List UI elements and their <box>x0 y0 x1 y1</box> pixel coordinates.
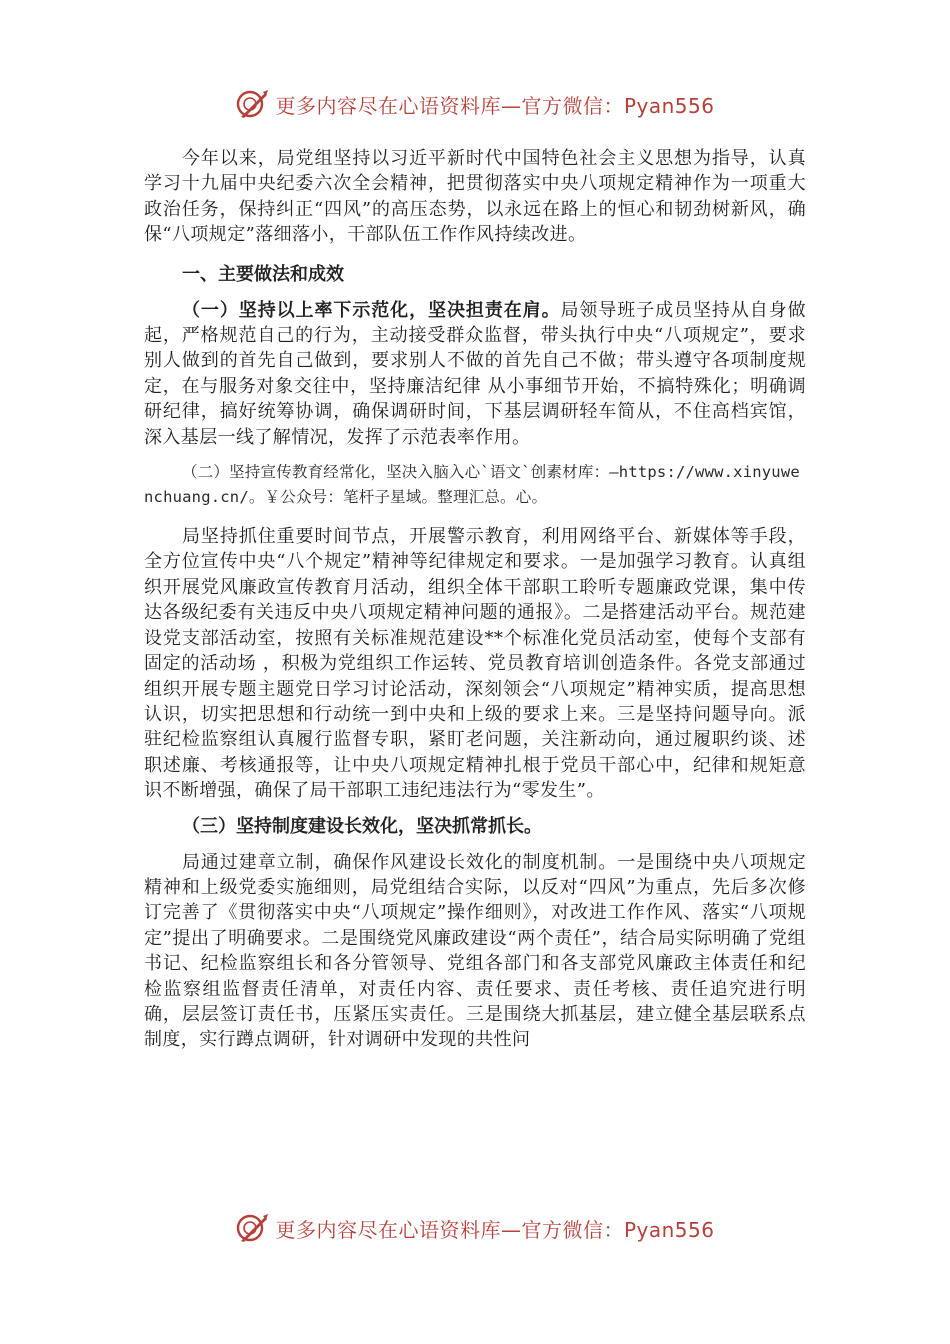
section-heading: 一、主要做法和成效 <box>182 263 344 285</box>
subsection-1-title: （一）坚持以上率下示范化，坚决担责在肩。 <box>182 299 561 321</box>
header-banner <box>0 84 950 124</box>
pen-logo-icon <box>235 1211 269 1245</box>
subsection-2-title: （二）坚持宣传教育经常化，坚决入脑入心`语文`创素材库：—https://www.xinyuwenchuang.cn/。￥公众号：笔杆子星域。整理汇总。心。 <box>144 463 800 507</box>
document-body <box>144 146 806 1053</box>
pen-logo-icon <box>235 87 269 121</box>
intro-paragraph: 今年以来，局党组坚持以习近平新时代中国特色社会主义思想为指导，认真学习十九届中央纪委六次全会精神，把贯彻落实中央八项规定精神作为一项重大政治任务，保持纠正“四风”的高压态势，以永远在路上的恒心和韧劲树新风，确保“八项规定”落细落小，干部队伍工作作风持续改进。 <box>144 148 806 246</box>
banner-text: 更多内容尽在心语资料库—官方微信：Pyan556 <box>275 1217 715 1242</box>
subsection-1 <box>144 298 806 450</box>
subsection-2-body: 局坚持抓住重要时间节点，开展警示教育，利用网络平台、新媒体等手段，全方位宣传中央“八个规定”精神等纪律规定和要求。一是加强学习教育。认真组织开展党风廉政宣传教育月活动，组织全体干部职工聆听专题廉政党课，集中传达各级纪委有关违反中央八项规定精神问题的通报》。二是搭建活动平台。规范建设党支部活动室，按照有关标准规范建设**个标准化党员活动室，使每个支部有固定的活动场 ，积极为党组织工作运转、党员教育培训创造条件。各党支部通过组织开展专题主题党日学习讨论活动，深刻领会“八项规定”精神实质，提高思想认识，切实把思想和行动统一到中央和上级的要求上来。三是坚持问题导向。派驻纪检监察组认真履行监督专职，紧盯老问题，关注新动向，通过履职约谈、述职述廉、考核通报等，让中央八项规定精神扎根于党员干部心中，纪律和规矩意识不断增强，确保了局干部职工违纪违法行为“零发生”。 <box>144 526 806 802</box>
subsection-1-body: 局领导班子成员坚持从自身做起，严格规范自己的行为，主动接受群众监督，带头执行中央“八项规定”，要求别人做到的首先自己做到，要求别人不做的首先自己不做；带头遵守各项制度规定，在与服务对象交往中，坚持廉洁纪律 从小事细节开始，不搞特殊化；明确调研纪律，搞好统筹协调，确保调研时间，下基层调研轻车简从，不住高档宾馆，深入基层一线了解情况，发挥了示范表率作用。 <box>144 299 806 448</box>
subsection-3-title: （三）坚持制度建设长效化，坚决抓常抓长。 <box>182 815 542 837</box>
banner-text: 更多内容尽在心语资料库—官方微信：Pyan556 <box>275 93 715 118</box>
subsection-3-body: 局通过建章立制，确保作风建设长效化的制度机制。一是围绕中央八项规定精神和上级党委实施细则，局党组结合实际，以反对“四风”为重点，先后多次修订完善了《贯彻落实中央“八项规定”操作细则》，对改进工作作风、落实“八项规定”提出了明确要求。二是围绕党风廉政建设“两个责任”，结合局实际明确了党组书记、纪检监察组长和各分管领导、党组各部门和各支部党风廉政主体责任和纪检监察组监督责任清单，对责任内容、责任要求、责任考核、责任追究进行明确，层层签订责任书，压紧压实责任。三是围绕大抓基层，建立健全基层联系点制度，实行蹲点调研，针对调研中发现的共性问 <box>144 851 806 1051</box>
footer-banner <box>0 1208 950 1248</box>
